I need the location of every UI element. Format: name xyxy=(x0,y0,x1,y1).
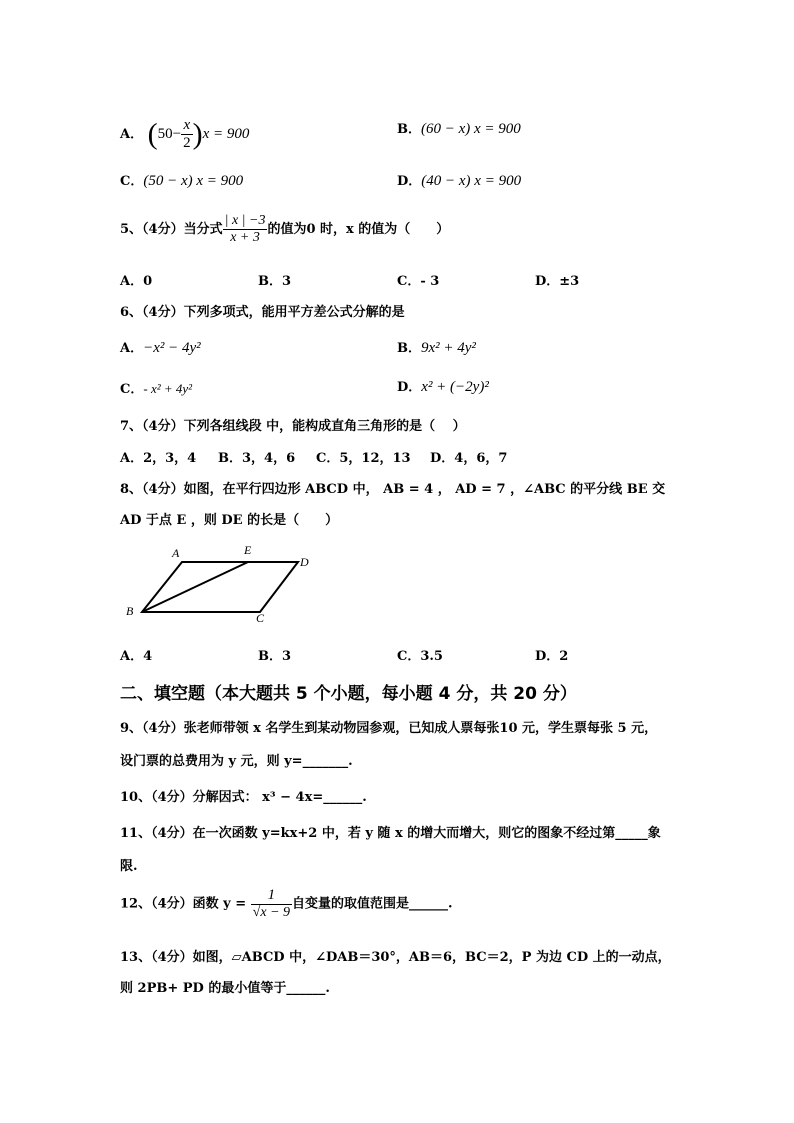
option-expr: x² + (−2y)² xyxy=(421,379,489,395)
q4-option-b xyxy=(397,118,521,138)
q7-option-b: B．3，4，6 xyxy=(218,451,296,466)
denominator: √x − 9 xyxy=(252,905,291,920)
option-expr: (40 − x) x = 900 xyxy=(421,173,522,189)
numerator: 1 xyxy=(267,887,276,903)
numerator: x xyxy=(183,117,191,133)
option-expr: −x² − 4y² xyxy=(143,340,201,356)
question-8-line-1: 8、（4分）如图，在平行四边形 ABCD 中， AB = 4 ， AD = 7 ，∠ABC 的平分线 BE 交 xyxy=(120,482,666,497)
q6-option-b xyxy=(397,337,476,357)
question-13-line-2: 则 2PB+ PD 的最小值等于______. xyxy=(120,981,330,996)
paren-close: ) xyxy=(192,117,203,151)
q5-option-a: A．0 xyxy=(120,274,153,289)
parallelogram-abcd xyxy=(142,562,298,612)
option-expr: (60 − x) x = 900 xyxy=(421,121,521,137)
question-8-line-2: AD 于点 E ，则 DE 的长是（ ） xyxy=(120,513,339,528)
point-label-b: B xyxy=(126,604,134,618)
question-10: 10、（4分）分解因式： x³ − 4x=______. xyxy=(120,790,367,805)
q5-option-d: D．±3 xyxy=(535,274,580,289)
question-9-line-1: 9、（4分）张老师带领 x 名学生到某动物园参观，已知成人票每张10 元，学生票每张 5 元， xyxy=(120,721,658,736)
question-stem: 12、（4分）函数 y = xyxy=(120,896,251,912)
question-11-line-2: 限. xyxy=(120,859,138,874)
option-label: B． xyxy=(397,341,421,356)
q4-option-c xyxy=(120,170,243,190)
point-label-a: A xyxy=(172,546,180,560)
parallelogram-figure xyxy=(120,540,320,630)
paren-open: ( xyxy=(147,117,158,151)
denominator: x + 3 xyxy=(223,229,268,246)
q4-option-a xyxy=(120,117,249,152)
option-label: A． xyxy=(120,127,144,142)
q5-option-c: C．- 3 xyxy=(397,274,440,289)
expr-lead: 50− xyxy=(157,126,182,142)
q7-option-a: A．2，3，4 xyxy=(120,451,197,466)
denominator: 2 xyxy=(183,135,191,151)
question-stem-suffix: 自变量的取值范围是______. xyxy=(292,896,453,912)
q5-option-b: B．3 xyxy=(258,274,292,289)
question-11-line-1: 11、（4分）在一次函数 y=kx+2 中，若 y 随 x 的增大而增大，则它的图象不经过第_____象 xyxy=(120,826,661,841)
q6-option-a xyxy=(120,337,201,357)
fraction xyxy=(223,213,268,246)
fraction xyxy=(181,117,193,152)
q8-option-c: C．3.5 xyxy=(397,649,443,664)
point-label-e: E xyxy=(244,543,252,557)
q8-option-a: A．4 xyxy=(120,649,153,664)
option-label: C． xyxy=(120,382,144,397)
q4-option-d xyxy=(397,170,521,190)
option-expr: - x² + 4y² xyxy=(143,381,193,396)
question-stem: 5、（4分）当分式 xyxy=(120,222,223,237)
q7-option-d: D．4，6，7 xyxy=(430,451,508,466)
q7-option-c: C．5，12，13 xyxy=(316,451,411,466)
q8-option-d: D．2 xyxy=(535,649,569,664)
section-title-fill-in: 二、填空题（本大题共 5 个小题，每小题 4 分，共 20 分） xyxy=(120,684,577,704)
q6-option-c xyxy=(120,378,192,397)
question-13-line-1: 13、（4分）如图，▱ABCD 中，∠DAB＝30°，AB＝6，BC＝2，P 为边 CD 上的一动点， xyxy=(120,950,671,965)
point-label-d: D xyxy=(300,555,309,569)
question-9-line-2: 设门票的总费用为 y 元，则 y=_______. xyxy=(120,754,353,769)
option-label: C． xyxy=(120,174,144,189)
question-6: 6、（4分）下列多项式，能用平方差公式分解的是 xyxy=(120,305,405,320)
q6-option-d xyxy=(397,376,489,396)
numerator: | x | −3 xyxy=(224,213,266,228)
question-5 xyxy=(120,213,449,246)
question-stem-suffix: 的值为0 时，x 的值为（ ） xyxy=(267,222,450,237)
point-label-c: C xyxy=(256,611,265,625)
option-expr: (50 − x) x = 900 xyxy=(143,173,244,189)
option-label: A． xyxy=(120,341,144,356)
option-label: B． xyxy=(397,122,421,137)
option-label: D． xyxy=(397,174,422,189)
question-12 xyxy=(120,887,453,921)
option-label: D． xyxy=(397,380,422,395)
q8-option-b: B．3 xyxy=(258,649,292,664)
option-expr: 9x² + 4y² xyxy=(421,340,476,356)
fraction xyxy=(251,887,292,921)
segment-be xyxy=(142,562,248,612)
expr-tail: x = 900 xyxy=(202,126,250,142)
question-7: 7、（4分）下列各组线段 中，能构成直角三角形的是（ ） xyxy=(120,419,466,434)
